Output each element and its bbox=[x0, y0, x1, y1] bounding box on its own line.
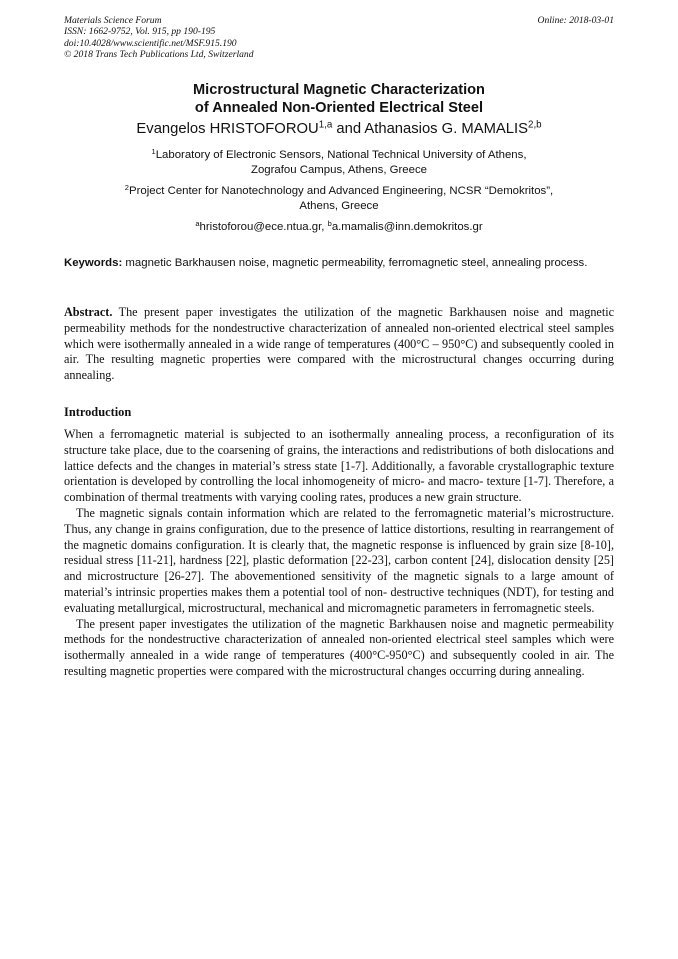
affil-2-line-2: Athens, Greece bbox=[299, 200, 379, 212]
email-b-link[interactable]: a.mamalis@inn.demokritos.gr bbox=[331, 221, 483, 233]
doi-line: doi:10.4028/www.scientific.net/MSF.915.190 bbox=[64, 37, 237, 49]
author-1: Evangelos HRISTOFOROU bbox=[136, 121, 319, 137]
author-1-affil: 1,a bbox=[318, 119, 333, 131]
abstract-label: Abstract. bbox=[64, 305, 113, 319]
title-line-1: Microstructural Magnetic Characterization bbox=[193, 82, 485, 98]
affil-1-line-1: Laboratory of Electronic Sensors, National Technical University of Athens, bbox=[155, 149, 527, 161]
intro-paragraph-1: When a ferromagnetic material is subjected to an isothermally annealing process, a reconfiguration of its structure take place, due to the coarsening of grains, the interactions and redistributions of both dislocations and lattice defects and the changes in material’s stress state [1-7]. Additionally, a favorable crystallographic texture orientation is developed by controlling the local inhomogeneity of micro- and macro- texture [1-7]. Therefore, a combination of thermal treatments with varying cooling rates, produces a new grain structure. bbox=[64, 427, 614, 505]
email-line bbox=[64, 220, 614, 235]
affil-2-number: 2 bbox=[124, 182, 129, 192]
author-list bbox=[64, 120, 614, 139]
affil-1-number: 1 bbox=[151, 146, 156, 156]
email-a-marker: a bbox=[195, 218, 200, 228]
journal-header bbox=[64, 15, 254, 60]
author-2: Athanasios G. MAMALIS bbox=[364, 121, 529, 137]
email-a-link[interactable]: hristoforou@ece.ntua.gr, bbox=[199, 221, 325, 233]
copyright-line: © 2018 Trans Tech Publications Ltd, Switzerland bbox=[64, 48, 254, 60]
keywords-label: Keywords: bbox=[64, 257, 123, 269]
intro-paragraph-3: The present paper investigates the utilization of the magnetic Barkhausen noise and magnetic permeability methods for the nondestructive characterization of annealed non-oriented electrical steel samples which were isothermally annealed in a wide range of temperatures (400°C-950°C) and subsequently cooled in air. The resulting magnetic properties were compared with the microstructural changes occurring during annealing. bbox=[64, 616, 614, 678]
affil-1-line-2: Zografou Campus, Athens, Greece bbox=[250, 164, 427, 176]
introduction-body bbox=[64, 427, 614, 680]
keywords-text: magnetic Barkhausen noise, magnetic permeability, ferromagnetic steel, annealing process. bbox=[125, 257, 588, 269]
abstract-section bbox=[64, 305, 614, 384]
affil-2-line-1: Project Center for Nanotechnology and Advanced Engineering, NCSR “Demokritos”, bbox=[128, 185, 554, 197]
keywords-section bbox=[64, 256, 614, 271]
affiliation-2 bbox=[64, 184, 614, 214]
paper-title bbox=[64, 81, 614, 117]
online-date: Online: 2018-03-01 bbox=[537, 15, 614, 26]
affiliation-1 bbox=[64, 148, 614, 178]
email-b-marker: b bbox=[327, 218, 332, 228]
author-conjunction: and bbox=[332, 121, 365, 137]
journal-name: Materials Science Forum bbox=[64, 15, 162, 26]
introduction-heading: Introduction bbox=[64, 405, 132, 419]
issn-line: ISSN: 1662-9752, Vol. 915, pp 190-195 bbox=[64, 26, 216, 38]
intro-paragraph-2: The magnetic signals contain information which are related to the ferromagnetic material’s microstructure. Thus, any change in grains configuration, due to the presence of lattice distortions, resulting in rearrangement of the magnetic domains configuration. It is clearly that, the magnetic response is influenced by grain size [8-10], residual stress [11-21], hardness [22], plastic deformation [22-23], carbon content [24], dislocation density [25] and microstructure [26-27]. The abovementioned sensitivity of the magnetic signals to a large amount of material’s intrinsic properties makes them a potential tool of non- destructive techniques (NDT), for testing and evaluating metallurgical, microstructural, mechanical and micromagnetic parameters in ferromagnetic steels. bbox=[64, 505, 614, 615]
abstract-text: The present paper investigates the utilization of the magnetic Barkhausen noise and magnetic permeability methods for the nondestructive characterization of annealed non-oriented electrical steel samples which were isothermally annealed in a wide range of temperatures (400°C – 950°C) and subsequently cooled in air. The resulting magnetic properties were compared with the microstructural changes occurring during annealing. bbox=[64, 305, 615, 383]
author-2-affil: 2,b bbox=[528, 119, 542, 131]
title-line-2: of Annealed Non-Oriented Electrical Steel bbox=[194, 100, 484, 116]
